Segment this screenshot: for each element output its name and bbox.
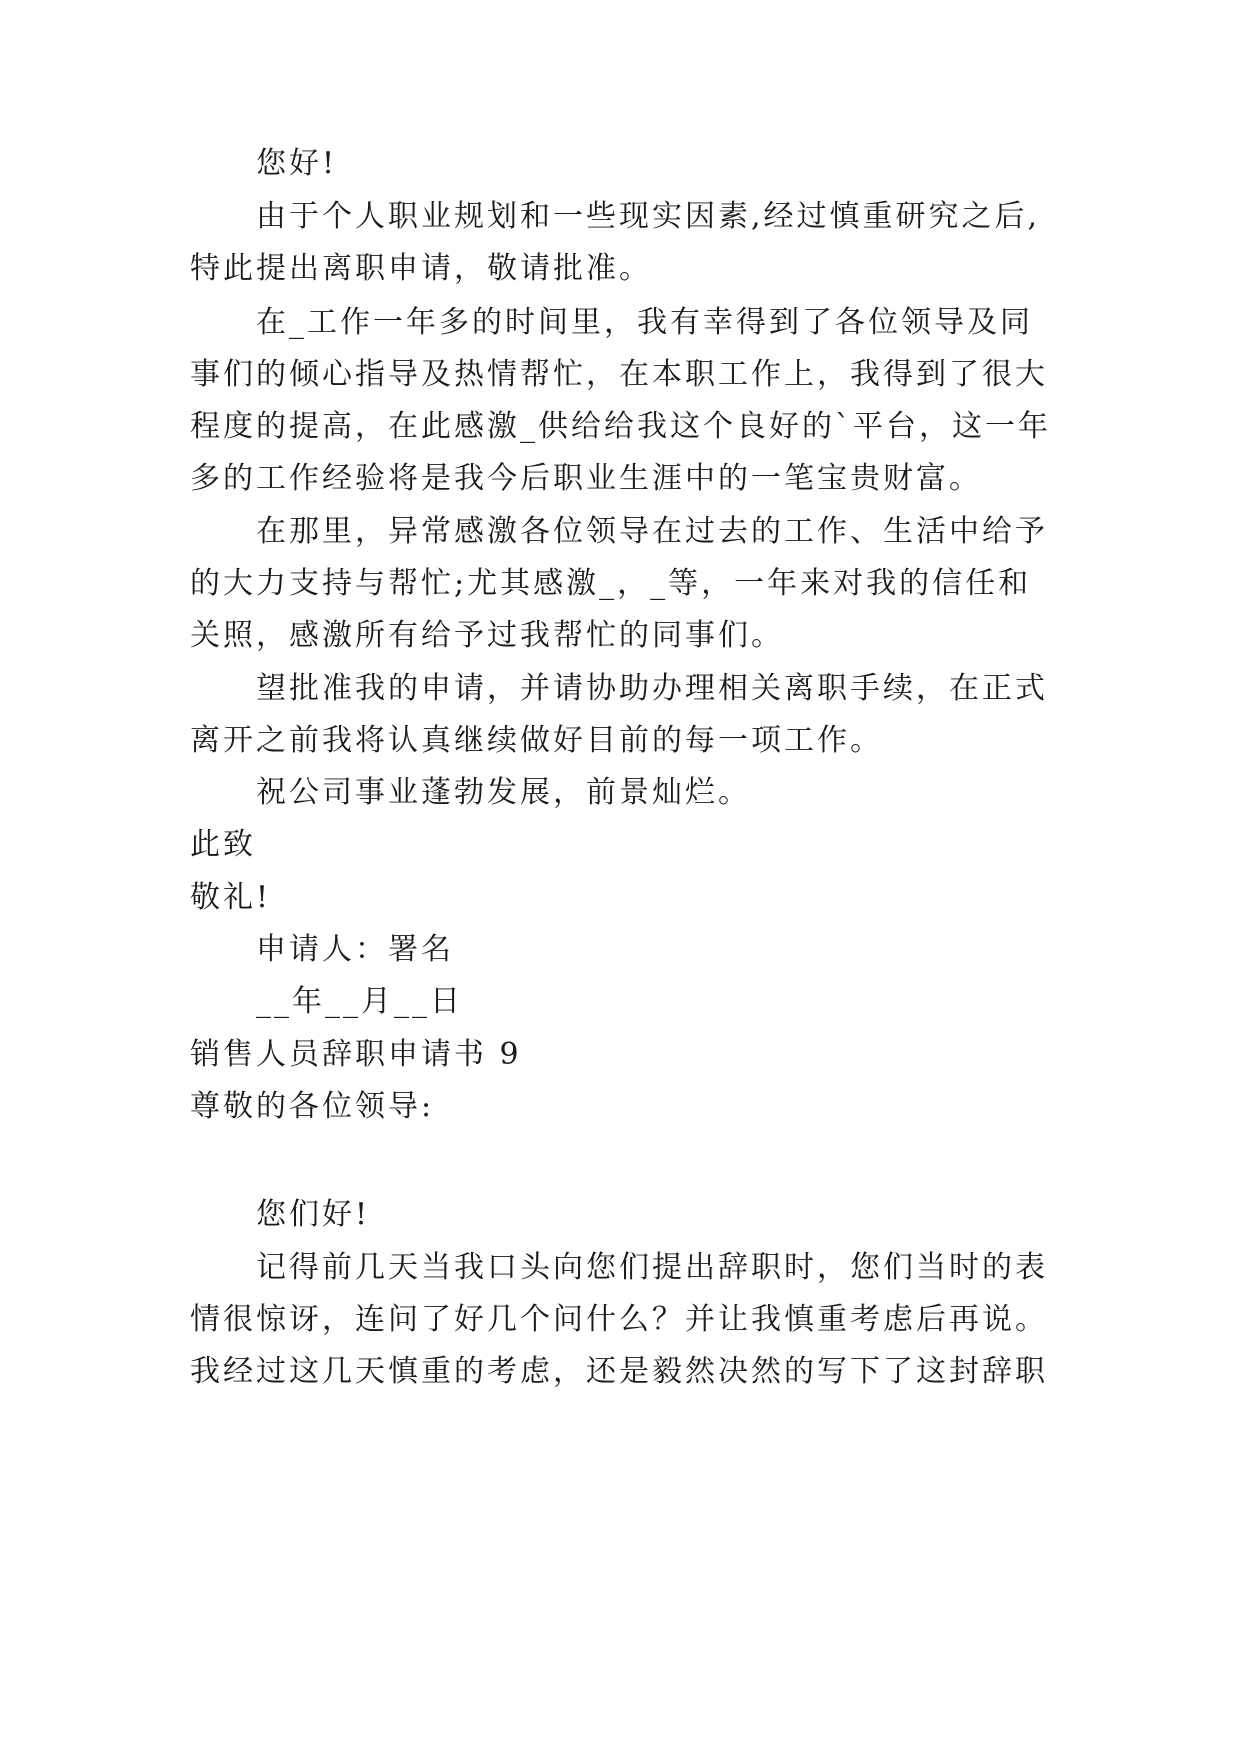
paragraph-line: 离开之前我将认真继续做好目前的每一项工作。 [190,723,883,758]
section-title: 销售人员辞职申请书 9 [190,1037,522,1072]
paragraph-line: 记得前几天当我口头向您们提出辞职时，您们当时的表 [256,1250,1048,1285]
paragraph-line: 关照，感激所有给予过我帮忙的同事们。 [190,618,784,653]
paragraph-line: 多的工作经验将是我今后职业生涯中的一笔宝贵财富。 [190,461,982,496]
signature-line: 申请人：署名 [256,932,454,967]
paragraph-line: 在_工作一年多的时间里，我有幸得到了各位领导及同 [256,305,1033,340]
paragraph-line: 特此提出离职申请，敬请批准。 [190,251,652,286]
closing-line: 敬礼! [190,880,272,915]
paragraph-line: 我经过这几天慎重的考虑，还是毅然决然的写下了这封辞职 [190,1354,1048,1389]
greeting: 您们好! [256,1197,371,1232]
salutation: 尊敬的各位领导: [190,1089,435,1124]
closing-line: 此致 [190,827,256,862]
paragraph-line: 的大力支持与帮忙;尤其感激_，_等，一年来对我的信任和 [190,566,1032,601]
greeting: 您好! [256,146,338,181]
paragraph-line: 情很惊讶，连问了好几个问什么？并让我慎重考虑后再说。 [190,1302,1048,1337]
paragraph-line: 程度的提高，在此感激_供给给我这个良好的`平台，这一年 [190,409,1051,444]
date-line: __年__月__日 [256,984,463,1019]
paragraph-line: 祝公司事业蓬勃发展，前景灿烂。 [256,775,751,810]
paragraph-line: 在那里，异常感激各位领导在过去的工作、生活中给予 [256,514,1048,549]
paragraph-line: 事们的倾心指导及热情帮忙，在本职工作上，我得到了很大 [190,357,1048,392]
paragraph-line: 望批准我的申请，并请协助办理相关离职手续，在正式 [256,671,1048,706]
paragraph-line: 由于个人职业规划和一些现实因素,经过慎重研究之后, [256,199,1041,234]
